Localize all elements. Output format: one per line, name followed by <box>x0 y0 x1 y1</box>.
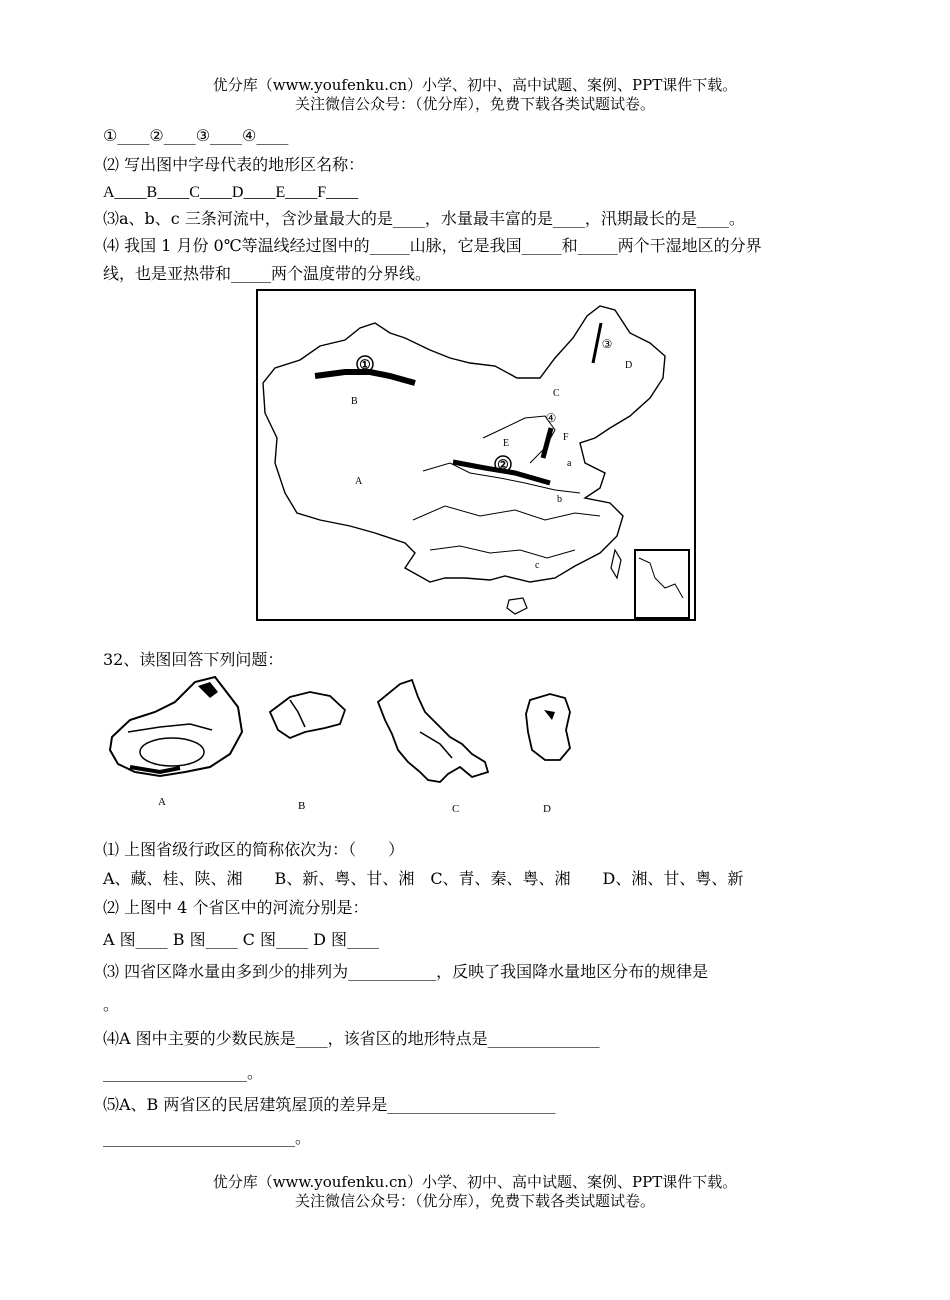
map-label-3: ③ <box>601 337 613 351</box>
q31-part4-line1: ⑷ 我国 1 月份 0℃等温线经过图中的_____山脉，它是我国_____和_____两个干湿地区的分界 <box>103 236 762 255</box>
inset-coast <box>639 558 683 598</box>
inner-boundary-3 <box>430 546 575 558</box>
q31-part2: ⑵ 写出图中字母代表的地形区名称： <box>103 155 365 174</box>
q32-title: 32、读图回答下列问题： <box>103 650 284 669</box>
q32-part5-end: ________________________。 <box>103 1128 312 1147</box>
q32-part1-options: A、藏、桂、陕、湘 B、新、粤、甘、湘 C、青、秦、粤、湘 D、湘、甘、粤、新 <box>103 869 744 888</box>
header-line-1: 优分库（www.youfenku.cn）小学、初中、高中试题、案例、PPT课件下载。 <box>212 76 738 94</box>
q31-part4-line2: 线，也是亚热带和_____两个温度带的分界线。 <box>103 264 432 283</box>
q31-part2-blanks: A____B____C____D____E____F____ <box>103 184 359 201</box>
q32-part3: ⑶ 四省区降水量由多到少的排列为___________，反映了我国降水量地区分布的规律是 <box>103 962 709 981</box>
map-label-2: ② <box>497 457 509 472</box>
province-C-gansu <box>378 680 488 782</box>
china-map <box>255 288 697 622</box>
shape-label-C: C <box>452 803 460 815</box>
q32-part2: ⑵ 上图中 4 个省区中的河流分别是： <box>103 898 369 917</box>
shape-label-B: B <box>298 800 306 812</box>
map-label-F: F <box>563 432 569 443</box>
inner-boundary-2 <box>413 506 600 520</box>
map-label-b: b <box>557 494 562 505</box>
map-label-B: B <box>351 396 358 407</box>
map-label-C: C <box>553 388 560 399</box>
map-label-a: a <box>567 458 572 469</box>
province-B-guangdong <box>270 692 345 738</box>
q31-part3: ⑶a、b、c 三条河流中，含沙量最大的是____，水量最丰富的是____，汛期最长的是____。 <box>103 209 745 228</box>
mountain-4-taihang <box>543 428 551 458</box>
q32-part2-blanks: A 图____ B 图____ C 图____ D 图____ <box>103 930 379 949</box>
q31-blanks-line: ①____②____③____④____ <box>103 126 289 145</box>
q32-part1: ⑴ 上图省级行政区的简称依次为：（ ） <box>103 840 405 859</box>
map-label-D: D <box>625 360 633 371</box>
mountain-1-tianshan <box>315 372 415 383</box>
mountain-3-greater-khingan <box>593 323 601 363</box>
province-D-hunan <box>526 694 570 760</box>
header-line-2: 关注微信公众号：（优分库），免费下载各类试题试卷。 <box>294 95 655 113</box>
shape-label-A: A <box>158 796 166 808</box>
shape-label-D: D <box>543 803 551 815</box>
province-shapes <box>100 672 600 822</box>
q32-part4-end: __________________。 <box>103 1063 264 1082</box>
footer-line-1: 优分库（www.youfenku.cn）小学、初中、高中试题、案例、PPT课件下载。 <box>212 1173 738 1191</box>
province-A-xinjiang <box>110 677 242 776</box>
map-label-A: A <box>355 476 363 487</box>
hainan-island <box>507 598 527 614</box>
taiwan-island <box>611 550 621 578</box>
q32-part4: ⑷A 图中主要的少数民族是____，该省区的地形特点是______________ <box>103 1029 600 1048</box>
q32-part3-end: 。 <box>103 995 120 1014</box>
map-label-E: E <box>503 438 510 449</box>
map-label-4: ④ <box>545 411 557 425</box>
map-frame <box>257 290 695 620</box>
footer-line-2: 关注微信公众号：（优分库），免费下载各类试题试卷。 <box>294 1192 655 1210</box>
map-label-1: ① <box>359 357 371 372</box>
map-label-c: c <box>535 560 540 571</box>
q32-part5: ⑸A、B 两省区的民居建筑屋顶的差异是_____________________ <box>103 1095 556 1114</box>
